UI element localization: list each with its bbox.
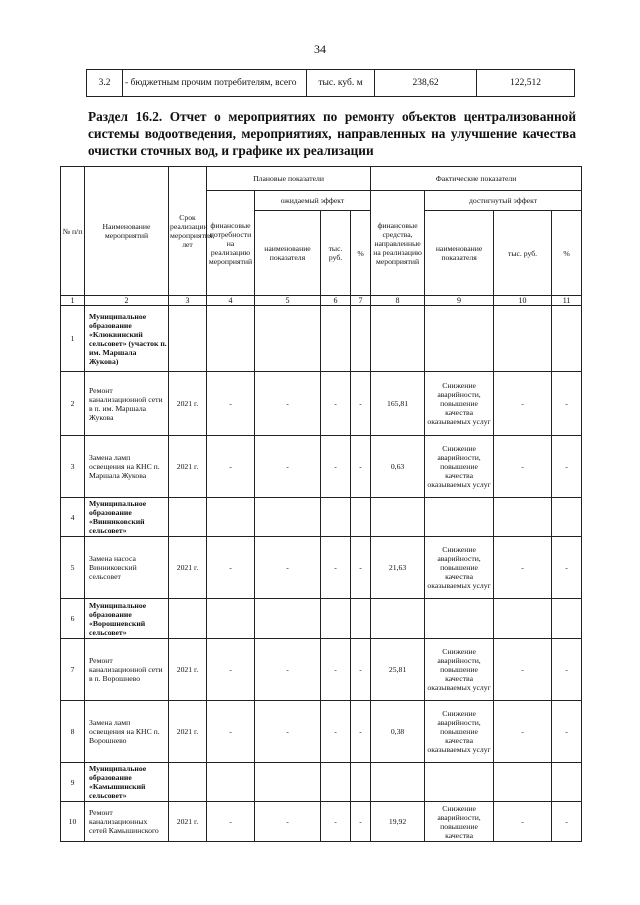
table-row xyxy=(61,372,582,436)
column-number: 5 xyxy=(255,296,321,306)
row-number: 7 xyxy=(61,639,85,701)
empty-cell xyxy=(169,763,207,802)
header-planned: Плановые показатели xyxy=(207,167,371,191)
value-cell-c7: - xyxy=(351,802,371,842)
empty-cell xyxy=(255,599,321,639)
municipality-name: Муниципальное образование «Камышинский сельсовет» xyxy=(85,763,169,802)
empty-cell xyxy=(255,498,321,537)
value-cell-c7: - xyxy=(351,436,371,498)
measure-name: Ремонт канализационной сети в п. Ворошнево xyxy=(85,639,169,701)
value-cell-c6: - xyxy=(321,537,351,599)
term-cell: 2021 г. xyxy=(169,436,207,498)
row-number: 1 xyxy=(61,306,85,372)
row-number: 4 xyxy=(61,498,85,537)
empty-cell xyxy=(321,306,351,372)
header-fact-indicator: наименование показателя xyxy=(425,211,494,296)
measure-name: Ремонт канализационных сетей Камышинского xyxy=(85,802,169,842)
empty-cell xyxy=(207,306,255,372)
table-row xyxy=(61,537,582,599)
value-cell-c8: 0,63 xyxy=(371,436,425,498)
value-cell-c4: - xyxy=(207,701,255,763)
header-num: № п/п xyxy=(61,167,85,296)
empty-cell xyxy=(552,498,582,537)
value-cell-c6: - xyxy=(321,639,351,701)
empty-cell xyxy=(425,763,494,802)
value-cell-c4: - xyxy=(207,436,255,498)
column-number: 1 xyxy=(61,296,85,306)
empty-cell xyxy=(351,599,371,639)
measure-name: Замена насоса Винниковский сельсовет xyxy=(85,537,169,599)
value-cell-c10: - xyxy=(494,639,552,701)
value-cell-c7: - xyxy=(351,537,371,599)
value-cell-c8: 21,63 xyxy=(371,537,425,599)
page-number: 34 xyxy=(314,42,326,56)
top-table xyxy=(86,69,575,97)
column-number: 2 xyxy=(85,296,169,306)
empty-cell xyxy=(371,763,425,802)
value-cell-c5: - xyxy=(255,372,321,436)
column-number: 11 xyxy=(552,296,582,306)
top-row-name: - бюджетным прочим потребителям, всего xyxy=(123,70,307,97)
empty-cell xyxy=(371,306,425,372)
row-number: 3 xyxy=(61,436,85,498)
value-cell-c5: - xyxy=(255,436,321,498)
value-cell-c4: - xyxy=(207,372,255,436)
table-row xyxy=(61,802,582,842)
column-number-row xyxy=(61,296,582,306)
header-name: Наименование мероприятий xyxy=(85,167,169,296)
empty-cell xyxy=(351,763,371,802)
top-row-unit: тыс. куб. м xyxy=(307,70,375,97)
value-cell-c11: - xyxy=(552,372,582,436)
header-plan-finance: финансовые потребности на реализацию мероприятий xyxy=(207,191,255,296)
empty-cell xyxy=(494,306,552,372)
empty-cell xyxy=(255,763,321,802)
row-number: 6 xyxy=(61,599,85,639)
column-number: 9 xyxy=(425,296,494,306)
value-cell-c9: Снижение аварийности, повышение качества оказываемых услуг xyxy=(425,372,494,436)
term-cell: 2021 г. xyxy=(169,639,207,701)
column-number: 4 xyxy=(207,296,255,306)
value-cell-c10: - xyxy=(494,701,552,763)
value-cell-c11: - xyxy=(552,639,582,701)
empty-cell xyxy=(169,599,207,639)
row-number: 9 xyxy=(61,763,85,802)
measure-name: Замена ламп освещения на КНС п. Ворошнево xyxy=(85,701,169,763)
term-cell: 2021 г. xyxy=(169,537,207,599)
row-number: 2 xyxy=(61,372,85,436)
municipality-name: Муниципальное образование «Винниковский сельсовет» xyxy=(85,498,169,537)
value-cell-c5: - xyxy=(255,639,321,701)
value-cell-c4: - xyxy=(207,537,255,599)
column-number: 10 xyxy=(494,296,552,306)
column-number: 6 xyxy=(321,296,351,306)
empty-cell xyxy=(494,763,552,802)
header-plan-rub: тыс. руб. xyxy=(321,211,351,296)
value-cell-c7: - xyxy=(351,701,371,763)
municipality-name: Муниципальное образование «Клюквинский сельсовет» (участок п. им. Маршала Жукова) xyxy=(85,306,169,372)
column-number: 8 xyxy=(371,296,425,306)
empty-cell xyxy=(321,498,351,537)
value-cell-c8: 25,81 xyxy=(371,639,425,701)
header-plan-indicator: наименование показателя xyxy=(255,211,321,296)
value-cell-c8: 0,38 xyxy=(371,701,425,763)
section-heading: Раздел 16.2. Отчет о мероприятиях по ремонту объектов централизованной системы водоотведения, мероприятиях, направленных на улучшение качества очистки сточных вод, и графике их реализации xyxy=(88,109,576,158)
value-cell-c10: - xyxy=(494,537,552,599)
value-cell-c4: - xyxy=(207,639,255,701)
table-row xyxy=(61,436,582,498)
empty-cell xyxy=(207,498,255,537)
value-cell-c8: 165,81 xyxy=(371,372,425,436)
empty-cell xyxy=(351,498,371,537)
top-row-num: 3.2 xyxy=(87,70,123,97)
term-cell: 2021 г. xyxy=(169,802,207,842)
value-cell-c4: - xyxy=(207,802,255,842)
value-cell-c11: - xyxy=(552,537,582,599)
value-cell-c7: - xyxy=(351,639,371,701)
value-cell-c6: - xyxy=(321,436,351,498)
empty-cell xyxy=(371,599,425,639)
header-plan-pct: % xyxy=(351,211,371,296)
column-number: 7 xyxy=(351,296,371,306)
header-actual: Фактические показатели xyxy=(371,167,582,191)
row-number: 8 xyxy=(61,701,85,763)
empty-cell xyxy=(425,599,494,639)
empty-cell xyxy=(351,306,371,372)
value-cell-c10: - xyxy=(494,436,552,498)
table-row xyxy=(61,701,582,763)
empty-cell xyxy=(371,498,425,537)
value-cell-c9: Снижение аварийности, повышение качества оказываемых услуг xyxy=(425,701,494,763)
value-cell-c6: - xyxy=(321,372,351,436)
empty-cell xyxy=(169,306,207,372)
value-cell-c6: - xyxy=(321,701,351,763)
top-row-value1: 238,62 xyxy=(375,70,477,97)
header-fact-rub: тыс. руб. xyxy=(494,211,552,296)
value-cell-c9: Снижение аварийности, повышение качества xyxy=(425,802,494,842)
empty-cell xyxy=(169,498,207,537)
header-term: Срок реализации мероприятия, лет xyxy=(169,167,207,296)
group-row xyxy=(61,763,582,802)
value-cell-c11: - xyxy=(552,802,582,842)
empty-cell xyxy=(425,498,494,537)
value-cell-c9: Снижение аварийности, повышение качества оказываемых услуг xyxy=(425,639,494,701)
municipality-name: Муниципальное образование «Ворошневский сельсовет» xyxy=(85,599,169,639)
header-achieved-effect: достигнутый эффект xyxy=(425,191,582,211)
table-row xyxy=(87,70,575,97)
group-row xyxy=(61,599,582,639)
measure-name: Ремонт канализационной сети в п. им. Маршала Жукова xyxy=(85,372,169,436)
value-cell-c5: - xyxy=(255,802,321,842)
term-cell: 2021 г. xyxy=(169,372,207,436)
empty-cell xyxy=(552,599,582,639)
top-row-value2: 122,512 xyxy=(477,70,575,97)
value-cell-c11: - xyxy=(552,436,582,498)
empty-cell xyxy=(552,306,582,372)
value-cell-c8: 19,92 xyxy=(371,802,425,842)
empty-cell xyxy=(207,599,255,639)
report-table xyxy=(60,166,582,842)
table-row xyxy=(61,639,582,701)
value-cell-c10: - xyxy=(494,802,552,842)
empty-cell xyxy=(494,599,552,639)
measure-name: Замена ламп освещения на КНС п. Маршала Жукова xyxy=(85,436,169,498)
value-cell-c7: - xyxy=(351,372,371,436)
value-cell-c6: - xyxy=(321,802,351,842)
header-fact-finance: финансовые средства, направленные на реализацию мероприятий xyxy=(371,191,425,296)
value-cell-c9: Снижение аварийности, повышение качества оказываемых услуг xyxy=(425,537,494,599)
header-fact-pct: % xyxy=(552,211,582,296)
empty-cell xyxy=(207,763,255,802)
empty-cell xyxy=(425,306,494,372)
row-number: 10 xyxy=(61,802,85,842)
empty-cell xyxy=(552,763,582,802)
value-cell-c10: - xyxy=(494,372,552,436)
group-row xyxy=(61,498,582,537)
term-cell: 2021 г. xyxy=(169,701,207,763)
empty-cell xyxy=(255,306,321,372)
empty-cell xyxy=(321,599,351,639)
empty-cell xyxy=(321,763,351,802)
value-cell-c9: Снижение аварийности, повышение качества оказываемых услуг xyxy=(425,436,494,498)
row-number: 5 xyxy=(61,537,85,599)
group-row xyxy=(61,306,582,372)
column-number: 3 xyxy=(169,296,207,306)
header-expected-effect: ожидаемый эффект xyxy=(255,191,371,211)
value-cell-c5: - xyxy=(255,537,321,599)
value-cell-c5: - xyxy=(255,701,321,763)
empty-cell xyxy=(494,498,552,537)
value-cell-c11: - xyxy=(552,701,582,763)
